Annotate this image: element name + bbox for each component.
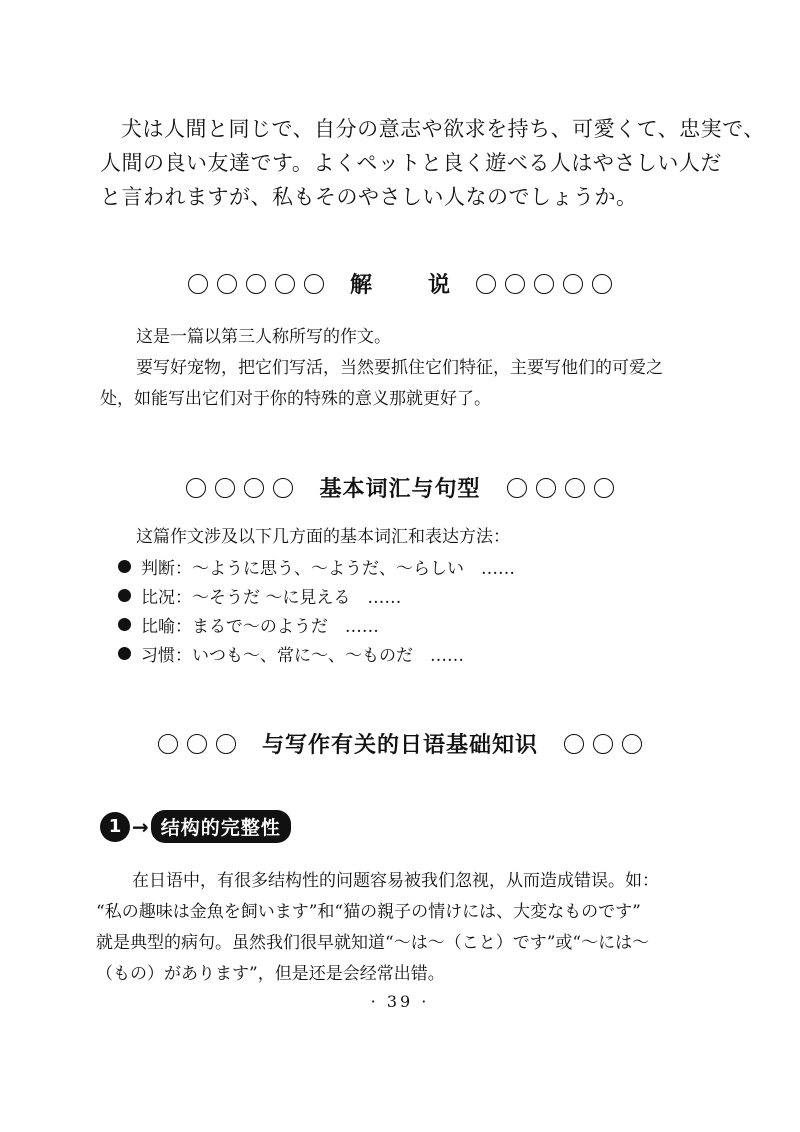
- paragraph-line: “私の趣味は金魚を飼います”和“猫の親子の情けには、大変なものです”: [96, 902, 641, 922]
- circle-icon: [476, 274, 496, 294]
- circle-icon: [187, 734, 207, 754]
- bullet-icon: [118, 618, 131, 631]
- circle-icon: [593, 734, 613, 754]
- paragraph-line: 处，如能写出它们对于你的特殊的意义那就更好了。: [100, 389, 491, 409]
- bullet-icon: [118, 589, 131, 602]
- paragraph-line: 犬は人間と同じで、自分の意志や欲求を持ち、可愛くて、忠実で、: [121, 117, 765, 141]
- circle-decoration-right: [476, 274, 612, 294]
- vocabulary-intro: [136, 522, 510, 553]
- circle-decoration-right: [507, 478, 614, 498]
- vocabulary-heading: [0, 472, 800, 503]
- commentary-heading: [0, 268, 800, 299]
- circle-icon: [534, 274, 554, 294]
- circle-icon: [217, 274, 237, 294]
- paragraph-line: 在日语中，有很多结构性的问题容易被我们忽视，从而造成错误。如：: [132, 871, 659, 891]
- list-item-text: 比喻：まるで～のようだ ……: [141, 617, 379, 637]
- circle-icon: [273, 478, 293, 498]
- circle-decoration-left: [186, 478, 293, 498]
- commentary-heading-text: 解说: [349, 273, 506, 298]
- paragraph-line: 就是典型的病句。虽然我们很早就知道“～は～（こと）です”或“～には～: [96, 933, 650, 953]
- bullet-icon: [118, 647, 131, 660]
- list-item: [118, 581, 515, 610]
- grammar-knowledge-paragraph: [96, 866, 659, 990]
- list-item: [118, 639, 515, 668]
- list-item: [118, 552, 515, 581]
- paragraph-line: 这是一篇以第三人称所写的作文。: [136, 327, 391, 347]
- list-item: [118, 610, 515, 639]
- circle-icon: [188, 274, 208, 294]
- paragraph-line: （もの）があります”，但是还是会经常出错。: [96, 964, 445, 984]
- circle-icon: [505, 274, 525, 294]
- item-number-badge: 1: [100, 812, 130, 842]
- circle-icon: [304, 274, 324, 294]
- arrow-icon: →: [132, 814, 149, 839]
- circle-icon: [215, 478, 235, 498]
- circle-icon: [244, 478, 264, 498]
- circle-icon: [507, 478, 527, 498]
- paragraph-line: 要写好宠物，把它们写活，当然要抓住它们特征，主要写他们的可爱之: [136, 358, 663, 378]
- circle-icon: [564, 734, 584, 754]
- circle-icon: [622, 734, 642, 754]
- circle-decoration-left: [158, 734, 236, 754]
- list-item-text: 习惯：いつも～、常に～、～ものだ ……: [141, 646, 464, 666]
- circle-icon: [563, 274, 583, 294]
- circle-decoration-right: [564, 734, 642, 754]
- list-item-text: 判断：～ように思う、～ようだ、～らしい ……: [141, 559, 515, 579]
- circle-icon: [158, 734, 178, 754]
- circle-icon: [216, 734, 236, 754]
- paragraph-line: と言われますが、私もそのやさしい人なのでしょうか。: [100, 185, 638, 209]
- circle-icon: [565, 478, 585, 498]
- circle-icon: [275, 274, 295, 294]
- circle-icon: [594, 478, 614, 498]
- list-item-text: 比况：～そうだ ～に見える ……: [141, 588, 402, 608]
- item-title: 结构的完整性: [151, 810, 291, 843]
- paragraph-line: 人間の良い友達です。よくペットと良く遊べる人はやさしい人だ: [100, 151, 722, 175]
- vocabulary-list: [118, 552, 515, 668]
- circle-icon: [246, 274, 266, 294]
- knowledge-item-badge: [100, 810, 291, 843]
- circle-icon: [536, 478, 556, 498]
- paragraph-line: 这篇作文涉及以下几方面的基本词汇和表达方法：: [136, 527, 510, 547]
- circle-icon: [186, 478, 206, 498]
- circle-icon: [592, 274, 612, 294]
- grammar-knowledge-heading-text: 与写作有关的日语基础知识: [261, 733, 538, 758]
- bullet-icon: [118, 560, 131, 573]
- vocabulary-heading-text: 基本词汇与句型: [319, 477, 481, 502]
- japanese-essay-paragraph: [100, 112, 765, 214]
- commentary-paragraph: [100, 322, 663, 415]
- page-number: · 39 ·: [370, 992, 430, 1011]
- grammar-knowledge-heading: [0, 728, 800, 759]
- circle-decoration-left: [188, 274, 324, 294]
